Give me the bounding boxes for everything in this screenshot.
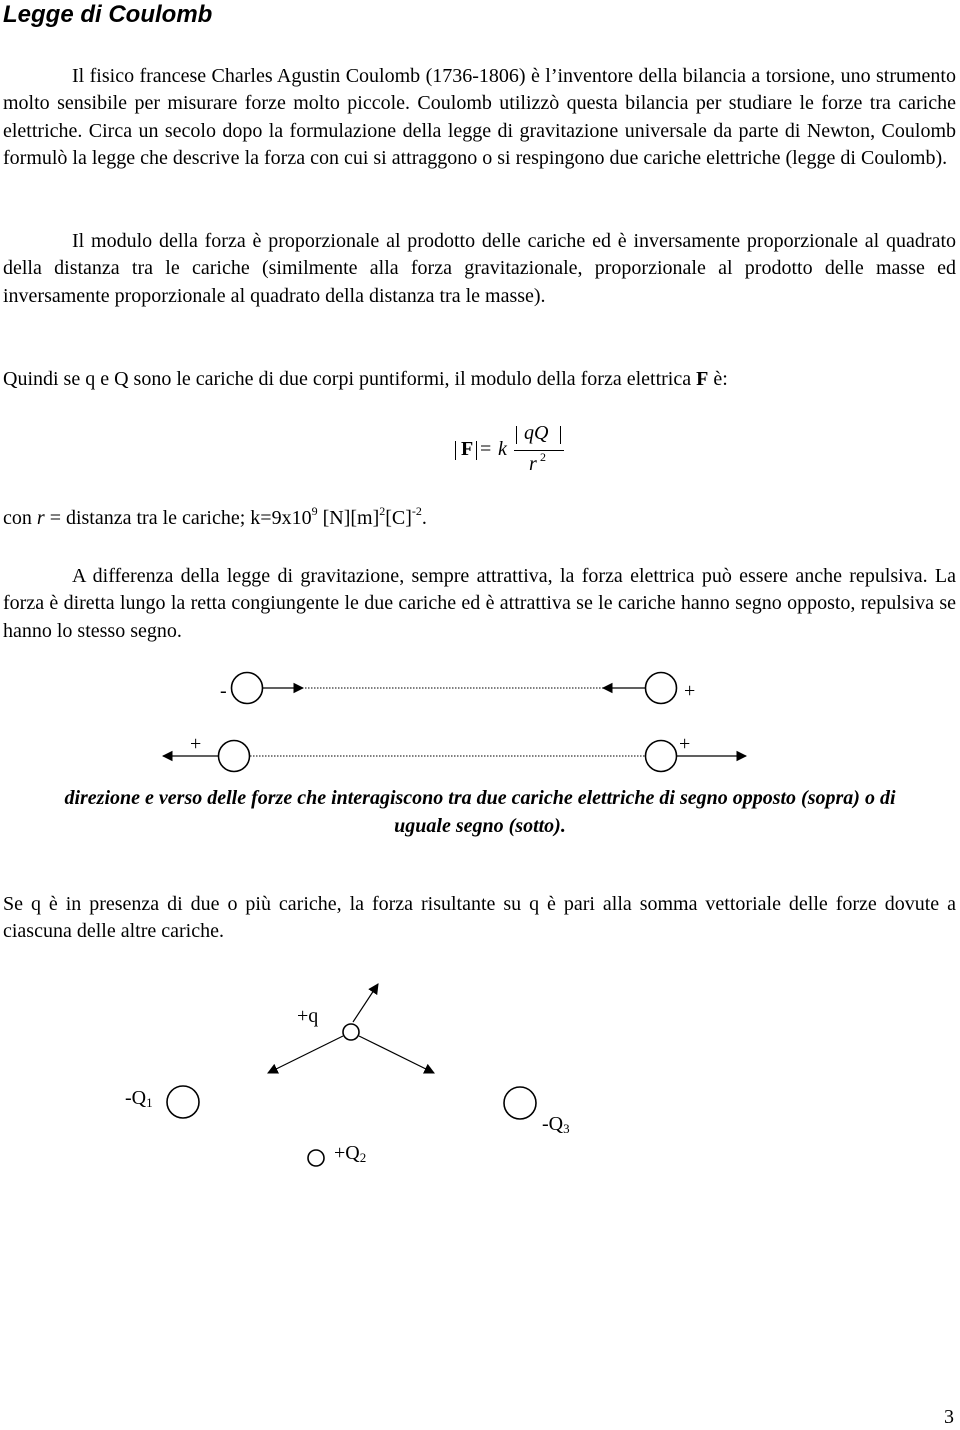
charge-q1-circle bbox=[167, 1086, 199, 1118]
charge-q2-text: +Q bbox=[334, 1142, 360, 1164]
sign-label: + bbox=[190, 733, 202, 755]
paragraph-force-definition bbox=[3, 366, 956, 393]
charge-q2-subscript: 2 bbox=[359, 1150, 367, 1165]
formula-numerator: qQ bbox=[524, 422, 549, 444]
charge-q-label: +q bbox=[297, 1005, 319, 1027]
exponent-2: 2 bbox=[379, 504, 386, 518]
paragraph-intro: Il fisico francese Charles Agustin Coulomb (1736-1806) è l’inventore della bilancia a torsione, uno strumento molto sensibile per misurare forze molto piccole. Coulomb utilizzò questa bilancia per studiare le forze tra cariche elettriche. Circa un secolo dopo la formulazione della legge di gravitazione universale da parte di Newton, Coulomb formulò la legge che descrive la forza con cui si attraggono o si respingono due cariche elettriche (legge di Coulomb). bbox=[3, 65, 956, 169]
sign-label: - bbox=[220, 680, 227, 702]
para4-prefix: con bbox=[3, 507, 37, 529]
negative-charge-circle bbox=[232, 673, 263, 704]
distance-symbol: r bbox=[36, 507, 45, 529]
sign-label: + bbox=[684, 680, 696, 702]
unit-c: [C] bbox=[385, 507, 412, 529]
force-symbol: F bbox=[696, 368, 709, 390]
positive-charge-circle bbox=[219, 741, 250, 772]
charge-q2-label bbox=[334, 1142, 366, 1169]
charge-q3-subscript: 3 bbox=[563, 1121, 570, 1136]
exponent-minus-2: -2 bbox=[411, 504, 422, 518]
para4-middle: = distanza tra le cariche; k=9x10 bbox=[44, 507, 312, 529]
coulomb-formula bbox=[452, 420, 582, 490]
sign-label: + bbox=[679, 733, 691, 755]
force-arrow-toward-q3 bbox=[359, 1036, 434, 1073]
charge-q3-label bbox=[542, 1113, 570, 1140]
page-title: Legge di Coulomb bbox=[3, 1, 213, 28]
force-arrow-toward-q1 bbox=[268, 1036, 343, 1073]
paragraph-force-definition-end: è: bbox=[708, 368, 728, 390]
charge-q1-label bbox=[125, 1087, 153, 1114]
paragraph-attraction-repulsion: A differenza della legge di gravitazione, sempre attrattiva, la forza elettrica può essere anche repulsiva. La forza è diretta lungo la retta congiungente le due cariche ed è attrattiva se le cariche hanno segno opposto, repulsiva se hanno lo stesso segno. bbox=[3, 565, 956, 642]
positive-charge-circle bbox=[646, 673, 677, 704]
paragraph-force-modulus: Il modulo della forza è proporzionale al prodotto delle cariche ed è inversamente proporzionale al quadrato della distanza tra le cariche (similmente alla forza gravitazionale, proporzionale al prodotto delle masse ed inversamente proporzionale al quadrato della distanza tra le masse). bbox=[3, 230, 956, 307]
charge-q3-circle bbox=[504, 1087, 536, 1119]
page-number: 3 bbox=[944, 1406, 954, 1428]
charge-q2-circle bbox=[308, 1150, 324, 1166]
formula-denominator: r bbox=[529, 453, 537, 475]
charge-q-circle bbox=[343, 1024, 359, 1040]
exponent-9: 9 bbox=[311, 504, 318, 518]
paragraph-resultant-force: Se q è in presenza di due o più cariche, la forza risultante su q è pari alla somma vettoriale delle forze dovute a ciascuna delle altre cariche. bbox=[3, 893, 956, 943]
paragraph-distance-constant bbox=[3, 505, 956, 532]
fraction-line bbox=[514, 450, 564, 451]
figure-caption: direzione e verso delle forze che interagiscono tra due cariche elettriche di segno opposto (sopra) o di uguale segno (sotto). bbox=[64, 787, 896, 837]
unit-n-m: [N][m] bbox=[317, 507, 380, 529]
formula-exponent: 2 bbox=[540, 450, 546, 464]
charge-q1-text: -Q bbox=[125, 1087, 147, 1109]
positive-charge-circle bbox=[646, 741, 677, 772]
charge-q3-text: -Q bbox=[542, 1113, 564, 1135]
resultant-force-arrow bbox=[353, 984, 378, 1022]
formula-equals: = bbox=[480, 438, 492, 460]
para4-end: . bbox=[421, 507, 427, 529]
paragraph-force-definition-text: Quindi se q e Q sono le cariche di due corpi puntiformi, il modulo della forza elettrica bbox=[3, 368, 697, 390]
charge-q1-subscript: 1 bbox=[146, 1095, 153, 1110]
formula-constant: k bbox=[498, 438, 507, 460]
formula-lhs: F bbox=[461, 438, 474, 460]
